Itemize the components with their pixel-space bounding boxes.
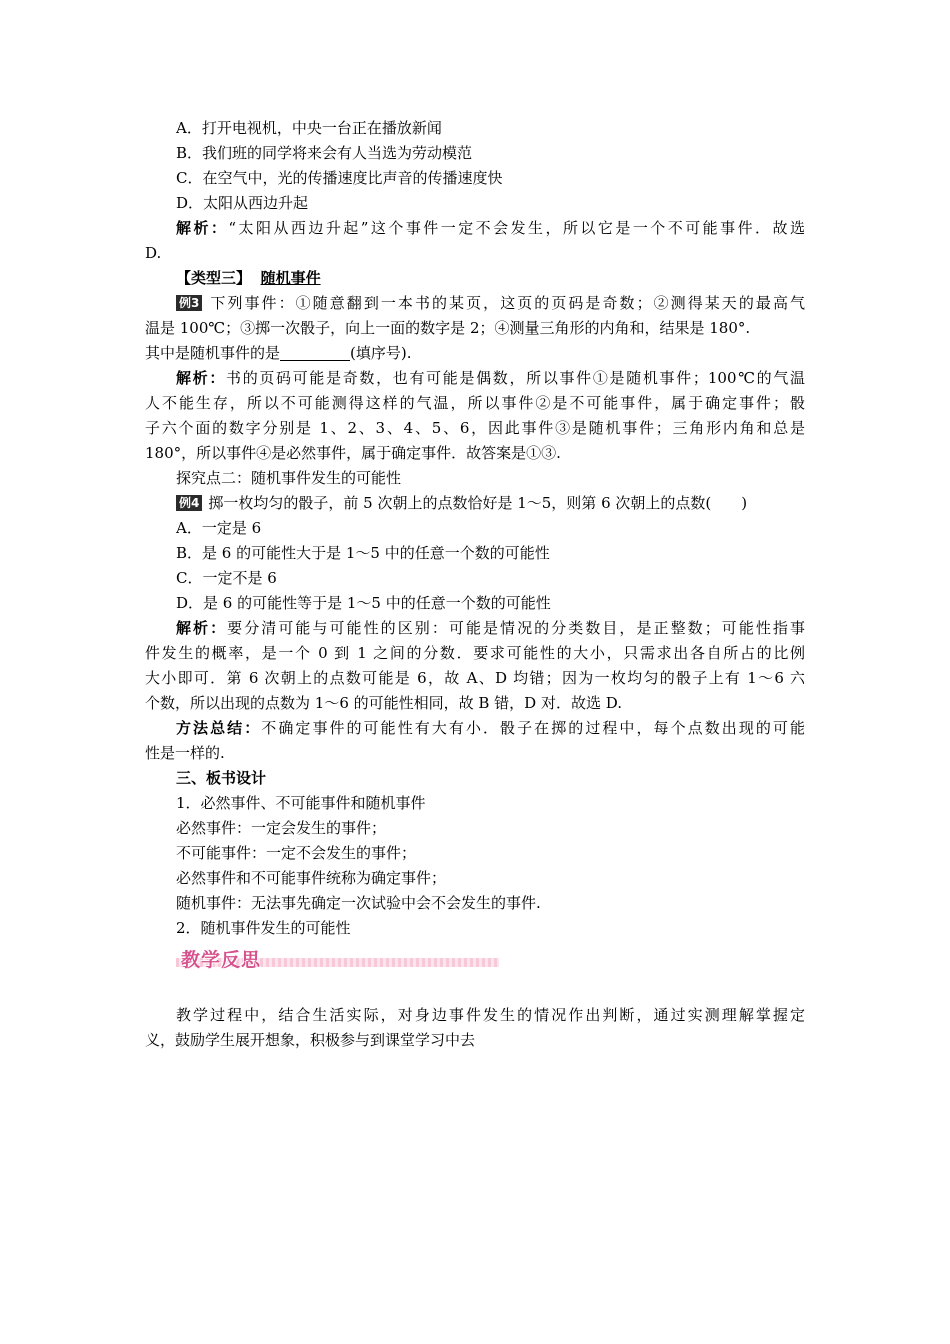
example-badge: 例3 <box>176 295 202 311</box>
ex4-option-a: A．一定是 6 <box>176 519 262 537</box>
reflection-banner <box>145 945 805 973</box>
ex3-line1: 例3 下列事件：①随意翻到一本书的某页，这页的页码是奇数；②测得某天的最高气 <box>145 291 805 316</box>
ex3-line3: 其中是随机事件的是 (填序号). <box>145 344 412 362</box>
example-badge: 例4 <box>176 495 202 511</box>
board-line-2: 必然事件：一定会发生的事件； <box>176 819 387 837</box>
ex4-option-b: B．是 6 的可能性大于是 1～5 中的任意一个数的可能性 <box>176 544 550 562</box>
board-line-6: 2．随机事件发生的可能性 <box>176 919 351 937</box>
method-summary-label: 方法总结： <box>176 719 262 737</box>
ex4-solution-line1: 解析：要分清可能与可能性的区别：可能是情况的分类数目，是正整数；可能性指事 <box>176 619 805 637</box>
q2-solution-line2: D. <box>145 244 162 262</box>
type3-title: 随机事件 <box>260 269 321 287</box>
board-line-5: 随机事件：无法事先确定一次试验中会不会发生的事件. <box>176 894 541 912</box>
reflection-title: 教学反思 <box>181 949 262 971</box>
board-line-3: 不可能事件：一定不会发生的事件； <box>176 844 417 862</box>
answer-blank <box>280 345 350 361</box>
ex4-solution-label: 解析： <box>176 619 228 637</box>
q2-option-c: C．在空气中，光的传播速度比声音的传播速度快 <box>176 169 503 187</box>
q2-option-d: D．太阳从西边升起 <box>176 194 309 212</box>
type3-heading <box>145 266 805 291</box>
ex4-solution-line3: 大小即可．第 6 次朝上的点数可能是 6，故 A、D 均错；因为一枚均匀的骰子上有 1～6 六 <box>145 669 805 687</box>
reflection-line1: 教学过程中，结合生活实际，对身边事件发生的情况作出判断，通过实测理解掌握定 <box>176 1006 805 1024</box>
ex3-solution-line1: 解析：书的页码可能是奇数，也有可能是偶数，所以事件①是随机事件；100℃的气温 <box>176 369 805 387</box>
ex4-option-d: D．是 6 的可能性等于是 1～5 中的任意一个数的可能性 <box>176 594 551 612</box>
board-line-4: 必然事件和不可能事件统称为确定事件； <box>176 869 447 887</box>
board-heading: 三、板书设计 <box>176 769 267 787</box>
method-summary-line2: 性是一样的. <box>145 744 225 762</box>
q2-option-a: A．打开电视机，中央一台正在播放新闻 <box>176 119 442 137</box>
ex4-question: 例4 掷一枚均匀的骰子，前 5 次朝上的点数恰好是 1～5，则第 6 次朝上的点数( ) <box>145 491 805 516</box>
board-line-1: 1．必然事件、不可能事件和随机事件 <box>176 794 426 812</box>
ex3-solution-line4: 180°，所以事件④是必然事件，属于确定事件．故答案是①③. <box>145 444 561 462</box>
type3-bracket: 【类型三】 <box>176 269 252 287</box>
q2-solution-label: 解析： <box>176 219 229 237</box>
method-summary-line1: 方法总结：不确定事件的可能性有大有小．骰子在掷的过程中，每个点数出现的可能 <box>176 719 805 737</box>
q2-option-b: B．我们班的同学将来会有人当选为劳动模范 <box>176 144 473 162</box>
page-content <box>145 116 805 1053</box>
ex4-solution-line4: 个数，所以出现的点数为 1～6 的可能性相同，故 B 错，D 对．故选 D. <box>145 694 623 712</box>
ex4-solution-line2: 件发生的概率，是一个 0 到 1 之间的分数．要求可能性的大小，只需求出各自所占的比例 <box>145 644 805 662</box>
ex3-solution-line2: 人不能生存，所以不可能测得这样的气温，所以事件②是不可能事件，属于确定事件；骰 <box>145 394 805 412</box>
ex3-solution-label: 解析： <box>176 369 227 387</box>
q2-solution-line1: 解析：“太阳从西边升起”这个事件一定不会发生，所以它是一个不可能事件．故选 <box>176 219 805 237</box>
ex3-line2: 温是 100℃；③掷一次骰子，向上一面的数字是 2；④测量三角形的内角和，结果是 180°. <box>145 319 751 337</box>
ex3-solution-line3: 子六个面的数字分别是 1、2、3、4、5、6，因此事件③是随机事件；三角形内角和总是 <box>145 419 805 437</box>
reflection-line2: 义，鼓励学生展开想象，积极参与到课堂学习中去 <box>145 1031 476 1049</box>
ex4-option-c: C．一定不是 6 <box>176 569 277 587</box>
explore-point-2: 探究点二：随机事件发生的可能性 <box>176 469 402 487</box>
